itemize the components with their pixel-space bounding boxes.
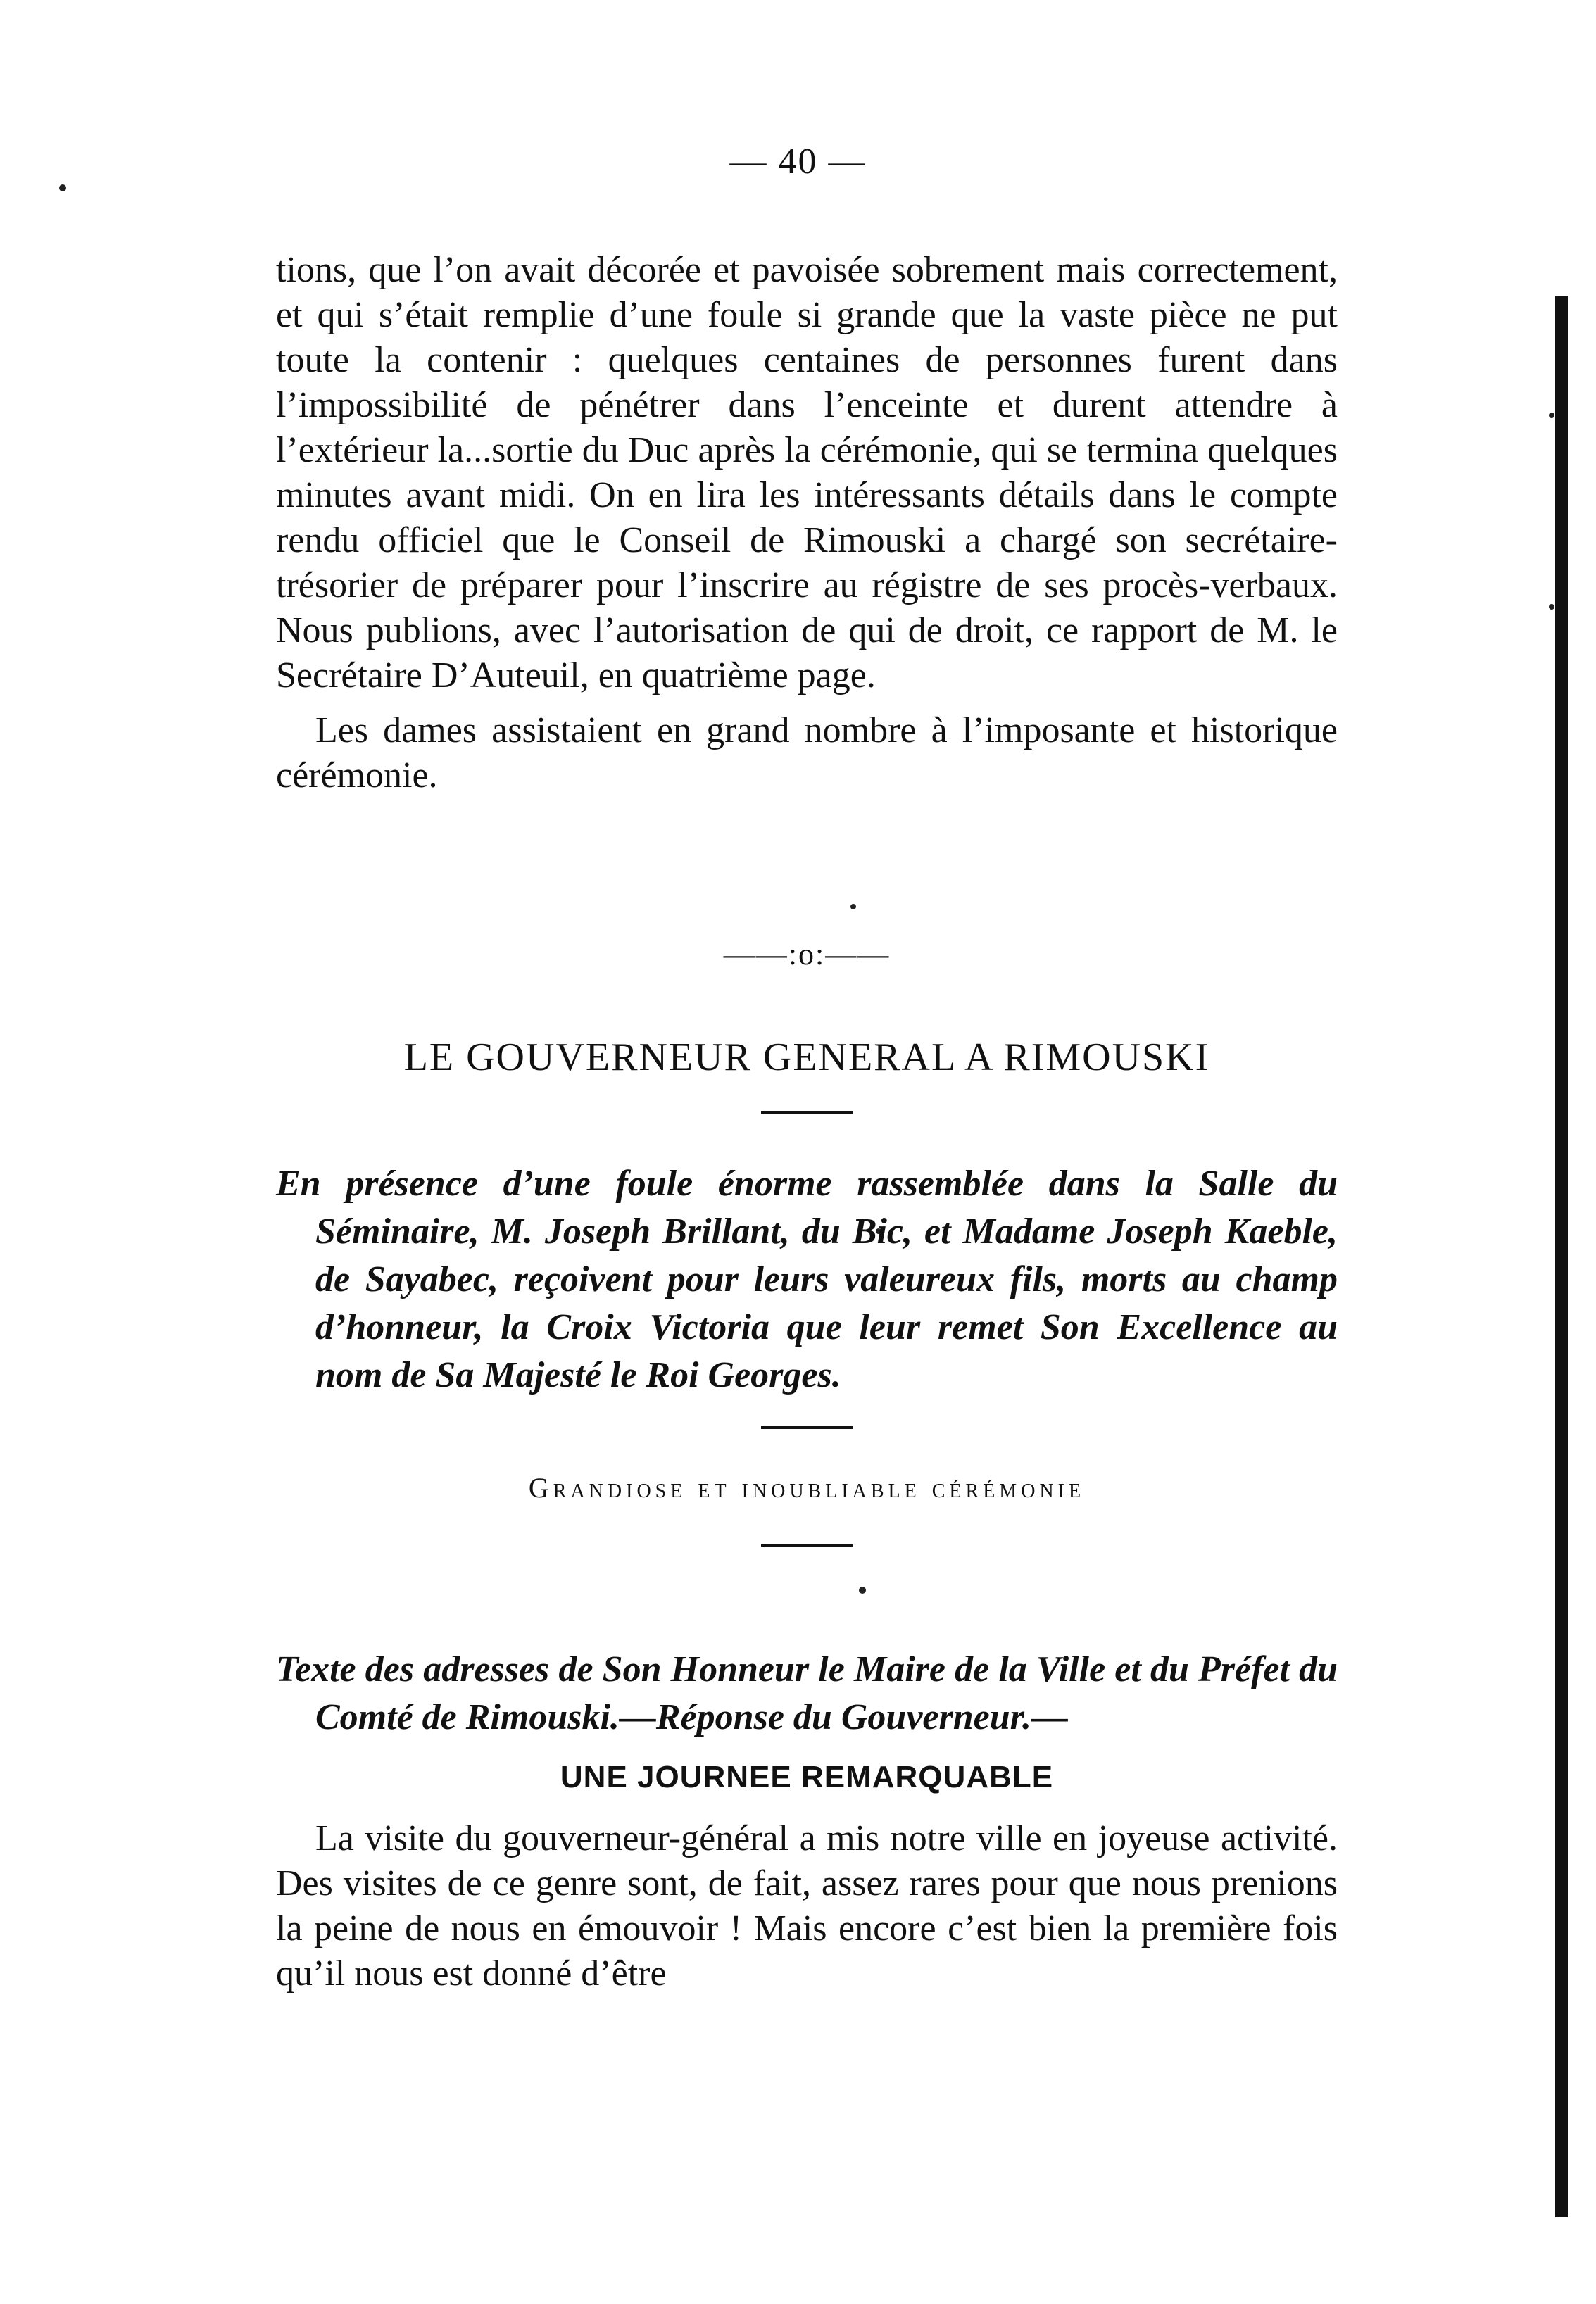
heading-rule-1 xyxy=(761,1111,853,1114)
caps-head-block xyxy=(276,1760,1338,1795)
page-number: — 40 — xyxy=(729,141,867,182)
italic-summary: En présence d’une foule énorme rassemblée dans la Salle du Séminaire, M. Joseph Brillant, du Bic, et Madame Joseph Kaeble, de Sayabec, reçoivent pour leurs valeureux fils, morts au champ d’honneur, la Croix Victoria que leur remet Son Excellence au nom de Sa Majesté le Roi Georges. xyxy=(276,1164,1338,1395)
journee-heading: UNE JOURNEE REMARQUABLE xyxy=(560,1760,1054,1794)
bottom-text-block xyxy=(276,1816,1338,1996)
separator-block xyxy=(276,936,1338,972)
main-heading-block xyxy=(276,1035,1338,1114)
top-text-block xyxy=(276,248,1338,798)
italic-texte-block xyxy=(276,1646,1338,1742)
speck-3 xyxy=(1549,604,1554,610)
speck-4 xyxy=(850,904,856,909)
italic-summary-block xyxy=(276,1160,1338,1399)
italic-texte: Texte des adresses de Son Honneur le Maire de la Ville et du Préfet du Comté de Rimouski.—Réponse du Gouverneur.— xyxy=(276,1649,1338,1737)
scan-border-edge xyxy=(1555,296,1568,2217)
sub-heading: Grandiose et inoubliable cérémonie xyxy=(528,1472,1086,1504)
section-separator: ——:o:—— xyxy=(723,937,891,971)
paragraph-visite: La visite du gouverneur-général a mis notre ville en joyeuse activité. Des visites de ce genre sont, de fait, assez rares pour que nous prenions la peine de nous en émouvoir ! Mais encore c’est bien la première fois qu’il nous est donné d’être xyxy=(276,1818,1338,1994)
speck-1 xyxy=(59,184,66,191)
subheading-block xyxy=(276,1426,1338,1547)
heading-rule-2 xyxy=(761,1426,853,1429)
paragraph-continuation: tions, que l’on avait décorée et pavoisée sobrement mais correctement, et qui s’était remplie d’une foule si grande que la vaste pièce ne put toute la contenir : quelques centaines de personnes furent dans l’impossibilité de pénétrer dans l’enceinte et durent attendre à l’extérieur la...sortie du Duc après la cérémonie, qui se termina quelques minutes avant midi. On en lira les intéressants détails dans le compte rendu officiel que le Conseil de Rimouski a chargé son secrétaire-trésorier de préparer pour l’inscrire au régistre de ses procès-verbaux. Nous publions, avec l’autorisation de qui de droit, ce rapport de M. le Secrétaire D’Auteuil, en quatrième page. xyxy=(276,250,1338,695)
main-heading: LE GOUVERNEUR GENERAL A RIMOUSKI xyxy=(403,1035,1210,1079)
paragraph-dames: Les dames assistaient en grand nombre à l’imposante et historique cérémonie. xyxy=(276,710,1338,795)
speck-2 xyxy=(1549,413,1554,418)
heading-rule-3 xyxy=(761,1544,853,1547)
speck-6 xyxy=(859,1587,866,1594)
